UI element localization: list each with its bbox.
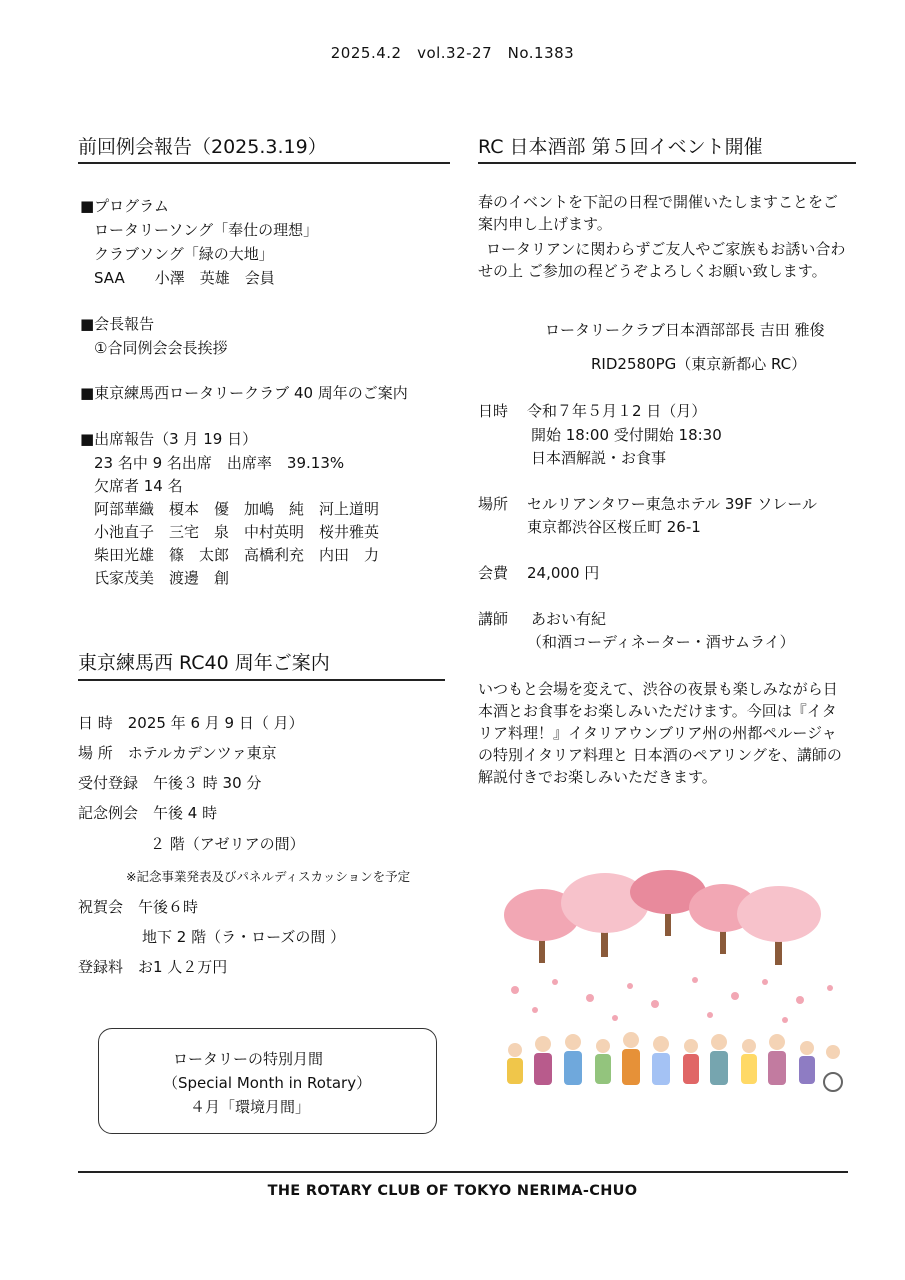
anniversary-title: 東京練馬西 RC40 周年ご案内 bbox=[78, 652, 330, 674]
attendance-line: 阿部華織 榎本 優 加嶋 純 河上道明 bbox=[94, 500, 380, 518]
attendance-line: 氏家茂美 渡邊 創 bbox=[94, 569, 230, 587]
event-lecturer-title: （和酒コーディネーター・酒サムライ） bbox=[527, 633, 795, 651]
event-intro: 春のイベントを下記の日程で開催いたしますことをご案内申し上げます。 bbox=[478, 193, 839, 233]
program-item: SAA 小澤 英雄 会員 bbox=[94, 269, 275, 287]
special-month-line2: （Special Month in Rotary） bbox=[163, 1074, 372, 1092]
event-date-time: 開始 18:00 受付開始 18:30 bbox=[531, 426, 722, 444]
event-intro-2: ロータリアンに関わらずご友人やご家族もお誘い合わせの上 ご参加の程どうぞよろしくお願い致します。 bbox=[478, 240, 846, 280]
anniversary-note: ※記念事業発表及びパネルディスカッションを予定 bbox=[126, 869, 411, 884]
anniversary-party-room: 地下 2 階（ラ・ローズの間 ） bbox=[142, 928, 346, 946]
anniversary-meeting-room: ２ 階（アゼリアの間） bbox=[150, 835, 305, 853]
attendance-line: 柴田光雄 篠 太郎 高橋利充 内田 力 bbox=[94, 546, 380, 564]
anniversary-notice: ■東京練馬西ロータリークラブ 40 周年のご案内 bbox=[80, 384, 408, 402]
special-month-line3: ４月「環境月間」 bbox=[190, 1098, 311, 1116]
anniversary-meeting: 記念例会 午後 4 時 bbox=[78, 804, 218, 822]
anniversary-party: 祝賀会 午後６時 bbox=[78, 898, 199, 916]
program-item: クラブソング「緑の大地」 bbox=[94, 245, 274, 263]
program-heading: ■プログラム bbox=[80, 197, 170, 215]
attendance-line: 23 名中 9 名出席 出席率 39.13% bbox=[94, 454, 345, 472]
anniversary-date: 日 時 2025 年 6 月 9 日（ 月） bbox=[78, 714, 304, 732]
anniversary-title-rule bbox=[78, 679, 445, 681]
event-title: RC 日本酒部 第５回イベント開催 bbox=[478, 136, 763, 158]
event-fee-label: 会費 bbox=[478, 564, 509, 582]
cherry-blossom-illustration bbox=[495, 870, 850, 1110]
president-heading: ■会長報告 bbox=[80, 315, 155, 333]
event-date-content: 日本酒解説・お食事 bbox=[531, 449, 667, 467]
attendance-line: 小池直子 三宅 泉 中村英明 桜井雅英 bbox=[94, 523, 380, 541]
event-place-label: 場所 bbox=[478, 495, 509, 513]
issue-header: 2025.4.2 vol.32-27 No.1383 bbox=[330, 44, 575, 62]
event-title-rule bbox=[478, 162, 856, 164]
president-item: ①合同例会会長挨拶 bbox=[94, 339, 228, 357]
people-icon bbox=[507, 1032, 842, 1091]
report-title-rule bbox=[78, 162, 450, 164]
event-lecturer-value: あおい有紀 bbox=[531, 610, 607, 628]
event-date-value: 令和７年５月１2 日（月） bbox=[527, 402, 707, 420]
special-month-line1: ロータリーの特別月間 bbox=[173, 1050, 324, 1068]
tree-icon bbox=[737, 886, 821, 965]
event-place-value: セルリアンタワー東急ホテル 39F ソレール bbox=[527, 495, 818, 513]
anniversary-place: 場 所 ホテルカデンツァ東京 bbox=[78, 744, 277, 762]
event-date-label: 日時 bbox=[478, 402, 509, 420]
report-title: 前回例会報告（2025.3.19） bbox=[78, 136, 327, 158]
club-name-footer: THE ROTARY CLUB OF TOKYO NERIMA-CHUO bbox=[267, 1183, 638, 1199]
event-place-address: 東京都渋谷区桜丘町 26-1 bbox=[527, 518, 701, 536]
anniversary-fee: 登録料 お1 人２万円 bbox=[78, 958, 228, 976]
footer-rule bbox=[78, 1171, 848, 1173]
event-signature-org: RID2580PG（東京新都心 RC） bbox=[591, 355, 807, 373]
event-fee-value: 24,000 円 bbox=[527, 564, 600, 582]
anniversary-reception: 受付登録 午後３ 時 30 分 bbox=[78, 774, 262, 792]
event-lecturer-label: 講師 bbox=[478, 610, 509, 628]
attendance-heading: ■出席報告（3 月 19 日） bbox=[80, 430, 258, 448]
event-signature: ロータリークラブ日本酒部部長 吉田 雅俊 bbox=[545, 321, 825, 339]
attendance-line: 欠席者 14 名 bbox=[94, 477, 183, 495]
program-item: ロータリーソング「奉仕の理想」 bbox=[94, 221, 319, 239]
event-body: いつもと会場を変えて、渋谷の夜景も楽しみながら日本酒とお食事をお楽しみいただけます。今回は『イタリア料理！』イタリアウンブリア州の州都ペルージャの特別イタリア料理と 日本酒のペアリングを、講師の解説付きでお楽しみいただきます。 bbox=[478, 680, 842, 786]
petals-icon bbox=[511, 977, 833, 1023]
